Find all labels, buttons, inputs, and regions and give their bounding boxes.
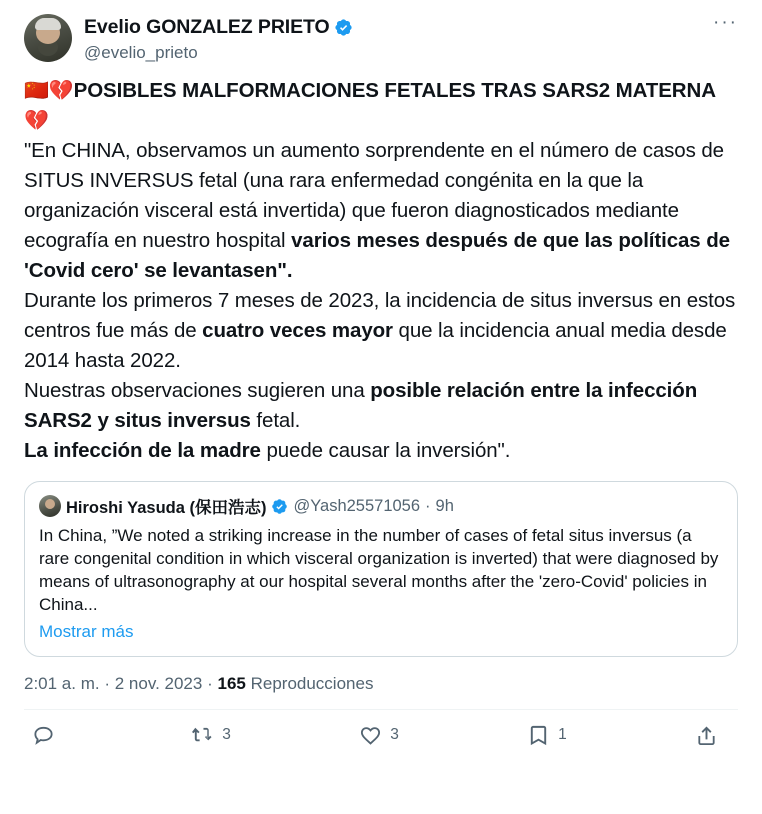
retweet-count: 3 [222,726,231,743]
tweet-time: 2:01 a. m. [24,674,100,693]
quoted-tweet-text: In China, ”We noted a striking increase in the number of cases of fetal situs inversus (a rare congenital condition in which visceral organization is inverted) that were diagnosed by means of ultrasonography at our hospital several months after the 'zero-Covid' policies in China... [39,526,719,614]
like-button[interactable] [359,724,399,747]
quoted-separator: · [425,496,431,515]
paragraph-3-bold: posible relación entre la infección SARS2 y situs inversus [24,379,698,432]
quoted-author-name: Hiroshi Yasuda (保田浩志) [66,499,267,517]
quoted-tweet-header [39,494,723,518]
paragraph-3-text-a: Nuestras observaciones sugieren una [24,379,371,402]
broken-heart-emoji-end: 💔 [24,110,49,132]
quoted-timestamp: 9h [435,496,454,515]
quoted-author-handle: @Yash25571056 [293,496,421,515]
broken-heart-emoji: 💔 [48,80,74,102]
quoted-tweet[interactable] [24,481,738,657]
paragraph-2-text-a: Durante los primeros 7 meses de 2023, la incidencia de situs inversus en estos centros fue más de [24,289,736,342]
heart-icon [359,724,382,747]
paragraph-3-text-b: fetal. [250,409,301,432]
tweet-paragraph-1 [24,136,738,286]
tweet-meta [24,673,738,695]
tweet-date: 2 nov. 2023 [114,674,203,693]
paragraph-1-text: "En CHINA, observamos un aumento sorprendente en el número de casos de SITUS INVERSUS fetal (una rara enfermedad congénita en la que la organización visceral está invertida) que fueron diagnosticados mediante ecografía en nuestro hospital [24,139,724,252]
views-label: Reproducciones [250,674,374,693]
meta-separator-1: · [104,674,111,693]
bookmark-button[interactable] [527,724,567,747]
tweet-headline [24,76,738,136]
verified-badge-icon [271,498,288,515]
avatar[interactable] [24,14,72,62]
tweet-text [24,76,738,466]
paragraph-4-bold: La infección de la madre [24,439,261,462]
tweet-paragraph-4 [24,436,738,466]
tweet-actions [24,710,738,760]
author-handle[interactable]: @evelio_prieto [84,43,198,62]
retweet-button[interactable] [191,724,231,747]
flag-china-emoji: 🇨🇳 [24,80,49,102]
bookmark-count: 1 [558,726,567,743]
paragraph-2-bold: cuatro veces mayor [202,319,393,342]
share-button[interactable] [695,724,726,747]
headline-text: POSIBLES MALFORMACIONES FETALES TRAS SARS2 MATERNA [73,79,716,102]
meta-separator-2: · [207,674,213,693]
tweet-paragraph-3 [24,376,738,436]
show-more-link[interactable]: Mostrar más [39,622,134,641]
paragraph-2-text-b: que la incidencia anual media desde 2014 hasta 2022. [24,319,727,372]
paragraph-1-bold: varios meses después de que las políticas de 'Covid cero' se levantasen". [24,229,730,282]
reply-button[interactable] [32,724,63,747]
verified-badge-icon [334,18,353,37]
paragraph-4-text: puede causar la inversión". [260,439,511,462]
retweet-icon [191,724,214,747]
tweet-header [24,14,738,64]
like-count: 3 [390,726,399,743]
author-name-row [84,15,696,39]
quoted-avatar[interactable] [39,495,61,517]
views-count: 165 [217,674,246,693]
author-display-name[interactable]: Evelio GONZALEZ PRIETO [84,16,330,38]
tweet-paragraph-2 [24,286,738,376]
share-icon [695,724,718,747]
reply-icon [32,724,55,747]
author-names [84,14,696,64]
bookmark-icon [527,724,550,747]
more-options-icon[interactable]: ··· [713,12,738,33]
